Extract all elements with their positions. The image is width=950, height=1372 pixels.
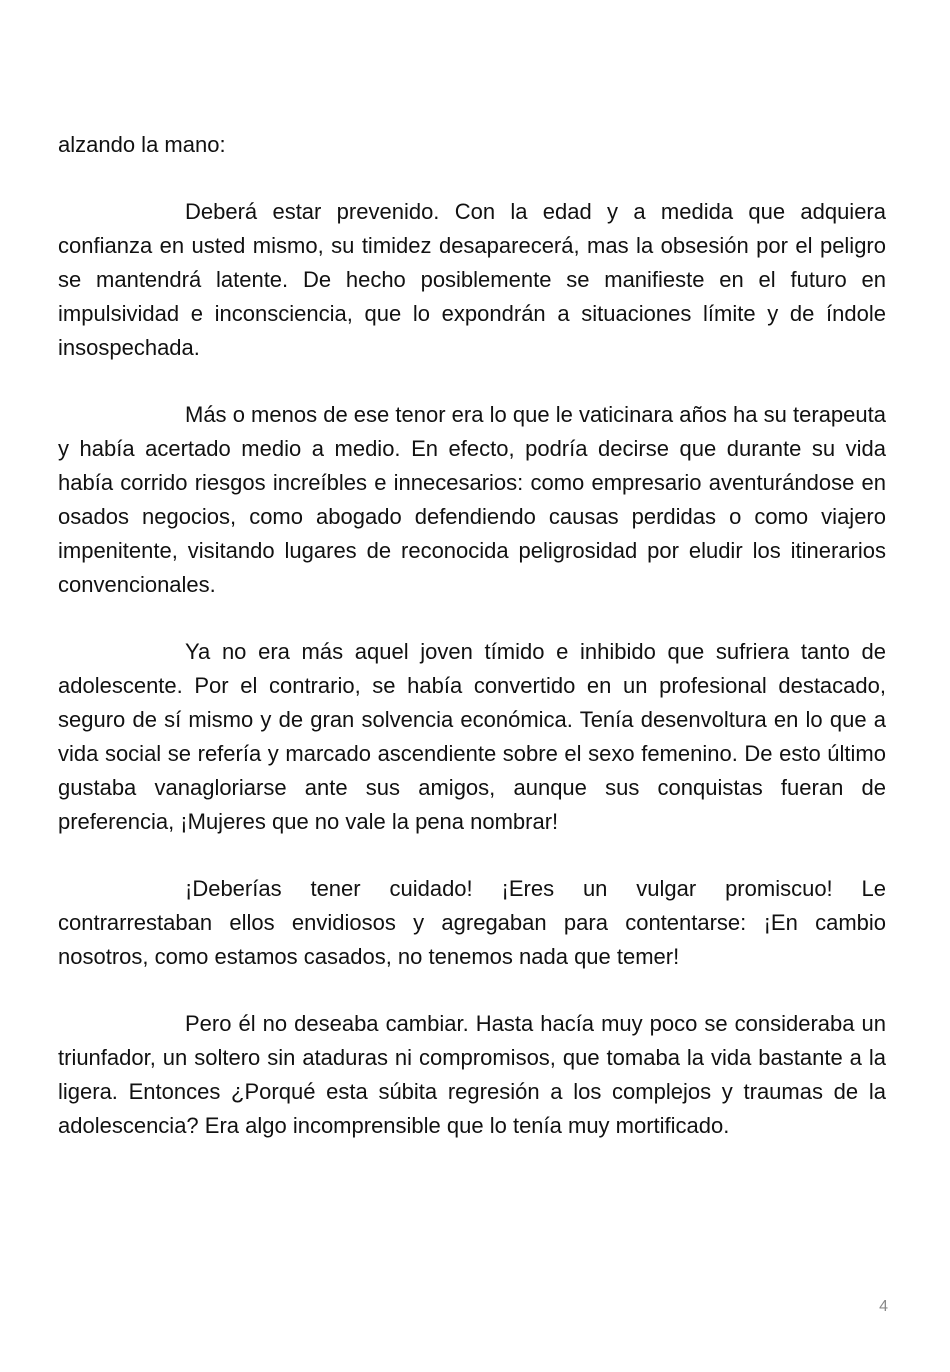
- body-text: [58, 128, 886, 1143]
- paragraph-professional: Ya no era más aquel joven tímido e inhibido que sufriera tanto de adolescente. Por el contrario, se había convertido en un profesional destacado, seguro de sí mismo y de gran solvencia económica. Tenía desenvoltura en lo que a vida social se refería y marcado ascendiente sobre el sexo femenino. De esto último gustaba vanagloriarse ante sus amigos, aunque sus conquistas fueran de preferencia, ¡Mujeres que no vale la pena nombrar!: [58, 639, 886, 834]
- page-number: 4: [879, 1298, 888, 1315]
- paragraph-therapist: Más o menos de ese tenor era lo que le vaticinara años ha su terapeuta y había acertado medio a medio. En efecto, podría decirse que durante su vida había corrido riesgos increíbles e innecesarios: como empresario aventurándose en osados negocios, como abogado defendiendo causas perdidas o como viajero impenitente, visitando lugares de reconocida peligrosidad por eludir los itinerarios convencionales.: [58, 402, 886, 597]
- paragraph-continuation: alzando la mano:: [58, 132, 226, 157]
- paragraph-regression: Pero él no deseaba cambiar. Hasta hacía muy poco se consideraba un triunfador, un soltero sin ataduras ni compromisos, que tomaba la vida bastante a la ligera. Entonces ¿Porqué esta súbita regresión a los complejos y traumas de la adolescencia? Era algo incomprensible que lo tenía muy mortificado.: [58, 1011, 886, 1138]
- paragraph-friends: ¡Deberías tener cuidado! ¡Eres un vulgar promiscuo! Le contrarrestaban ellos envidiosos y agregaban para contentarse: ¡En cambio nosotros, como estamos casados, no tenemos nada que temer!: [58, 876, 886, 969]
- paragraph-warning: Deberá estar prevenido. Con la edad y a medida que adquiera confianza en usted mismo, su timidez desaparecerá, mas la obsesión por el peligro se mantendrá latente. De hecho posiblemente se manifieste en el futuro en impulsividad e inconsciencia, que lo expondrán a situaciones límite y de índole insospechada.: [58, 199, 886, 360]
